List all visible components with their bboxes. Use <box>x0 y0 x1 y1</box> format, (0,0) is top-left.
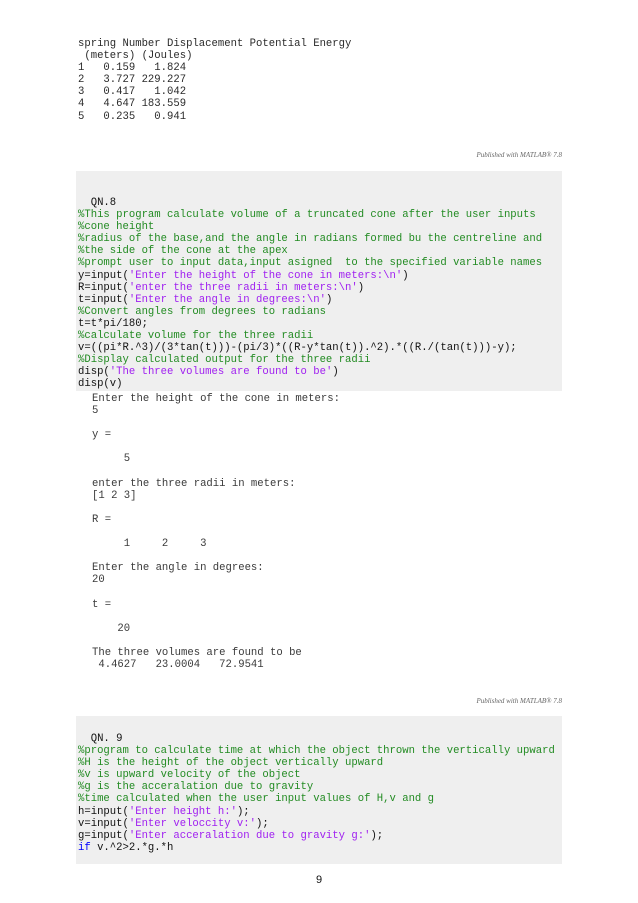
table-output-line: 1 0.159 1.824 <box>78 62 187 75</box>
code-line <box>78 282 562 294</box>
code-token-comment: %the side of the cone at the apex <box>78 245 288 258</box>
code-line <box>78 330 562 342</box>
table-output-line: 3 0.417 1.042 <box>78 86 187 99</box>
output-line: enter the three radii in meters: <box>92 477 296 490</box>
code-token-string: 'Enter the angle in degrees:\n' <box>128 293 326 306</box>
code-token-comment: %H is the height of the object vertically upward <box>78 757 384 770</box>
code-line <box>78 793 562 805</box>
table-output-line: (meters) (Joules) <box>78 50 193 63</box>
code-block-qn9 <box>76 716 562 864</box>
published-label: Published with MATLAB® 7.8 <box>476 151 562 159</box>
output-line: The three volumes are found to be <box>92 646 302 659</box>
code-line <box>78 842 562 854</box>
code-token-string: 'Enter acceralation due to gravity g:' <box>128 829 371 842</box>
output-qn8 <box>92 393 340 671</box>
code-token-comment: %This program calculate volume of a truncated cone after the user inputs <box>78 209 536 222</box>
code-token-plain: ); <box>236 805 250 818</box>
code-token-comment: %program to calculate time at which the object thrown the vertically upward <box>78 745 555 758</box>
published-label-2: Published with MATLAB® 7.8 <box>476 697 562 705</box>
table-output <box>78 38 351 123</box>
code-token-comment: %v is upward velocity of the object <box>78 769 301 782</box>
code-token-plain: h=input( <box>78 805 129 818</box>
code-token-plain: v=((pi*R.^3)/(3*tan(t)))-(pi/3)*((R-y*tan(t)).^2).*((R./(tan(t)))-y); <box>78 342 517 355</box>
code-line <box>78 306 562 318</box>
code-token-plain: v.^2>2.*g.*h <box>90 841 174 854</box>
output-line <box>92 417 340 429</box>
code-token-comment: %cone height <box>78 221 155 234</box>
table-output-line: 2 3.727 229.227 <box>78 74 187 87</box>
table-output-line: 4 4.647 183.559 <box>78 98 187 111</box>
code-line <box>78 378 562 390</box>
code-token-plain: ); <box>370 829 384 842</box>
code-line <box>78 197 562 209</box>
code-token-plain: QN. 9 <box>78 733 123 745</box>
code-line <box>78 806 562 818</box>
code-token-plain: g=input( <box>78 829 129 842</box>
page-number: 9 <box>315 874 323 886</box>
code-line <box>78 757 562 769</box>
output-line <box>92 502 340 514</box>
output-line <box>92 635 340 647</box>
code-line <box>78 366 562 378</box>
code-block-qn8 <box>76 171 562 391</box>
code-token-comment: %time calculated when the user input values of H,v and g <box>78 793 435 806</box>
output-line: [1 2 3] <box>92 489 137 502</box>
output-line <box>92 441 340 453</box>
output-line: 1 2 3 <box>92 538 207 551</box>
code-line <box>78 342 562 354</box>
code-token-string: 'The three volumes are found to be' <box>109 366 333 379</box>
code-line <box>78 318 562 330</box>
output-line <box>92 587 340 599</box>
code-token-comment: %Convert angles from degrees to radians <box>78 305 326 318</box>
code-line <box>78 209 562 221</box>
output-line: 5 <box>92 453 131 466</box>
output-line: R = <box>92 513 112 526</box>
output-line <box>92 526 340 538</box>
output-line <box>92 611 340 623</box>
output-line <box>92 550 340 562</box>
code-token-plain: R=input( <box>78 281 129 294</box>
code-token-plain: disp( <box>78 366 110 379</box>
output-line: t = <box>92 598 112 611</box>
code-token-plain: ) <box>332 366 339 379</box>
code-token-comment: %prompt user to input data,input asigned to the specified variable names <box>78 257 543 270</box>
table-output-line: spring Number Displacement Potential Energy <box>78 38 352 50</box>
output-line: 20 <box>92 622 131 635</box>
code-token-plain: disp(v) <box>78 378 123 391</box>
table-output-line: 5 0.235 0.941 <box>78 110 187 123</box>
code-token-plain: y=input( <box>78 269 129 282</box>
code-token-comment: %calculate volume for the three radii <box>78 330 314 343</box>
code-token-plain: t=input( <box>78 293 129 306</box>
code-token-string: 'Enter veloccity v:' <box>128 817 257 830</box>
code-line <box>78 354 562 366</box>
code-line <box>78 745 562 757</box>
code-line <box>78 245 562 257</box>
output-line: 20 <box>92 574 105 587</box>
code-token-comment: %radius of the base,and the angle in radians formed bu the centreline and <box>78 233 543 246</box>
code-line <box>78 257 562 269</box>
code-line <box>78 270 562 282</box>
code-token-plain: ) <box>357 281 365 294</box>
code-token-plain: t=t*pi/180; <box>78 317 148 330</box>
output-line: Enter the angle in degrees: <box>92 562 264 575</box>
code-line <box>78 818 562 830</box>
code-token-plain: ) <box>325 293 333 306</box>
code-token-comment: %g is the acceralation due to gravity <box>78 781 314 794</box>
code-token-plain: ); <box>256 817 269 830</box>
output-line <box>92 466 340 478</box>
code-line <box>78 233 562 245</box>
code-token-plain: QN.8 <box>78 197 117 209</box>
code-token-comment: %Display calculated output for the three radii <box>78 354 371 367</box>
code-token-string: 'enter the three radii in meters:\n' <box>128 281 358 294</box>
code-token-plain: ) <box>402 269 409 282</box>
output-line: 4.4627 23.0004 72.9541 <box>92 659 264 672</box>
code-line <box>78 830 562 842</box>
code-line <box>78 769 562 781</box>
code-token-string: 'Enter height h:' <box>128 805 237 818</box>
code-line <box>78 781 562 793</box>
output-line: y = <box>92 429 112 442</box>
output-line: 5 <box>92 405 99 418</box>
output-line: Enter the height of the cone in meters: <box>92 393 340 405</box>
code-token-keyword: if <box>78 841 91 854</box>
code-line <box>78 221 562 233</box>
code-token-plain: v=input( <box>78 817 129 830</box>
code-line <box>78 294 562 306</box>
code-line <box>78 733 562 745</box>
code-token-string: 'Enter the height of the cone in meters:\n' <box>128 269 403 282</box>
